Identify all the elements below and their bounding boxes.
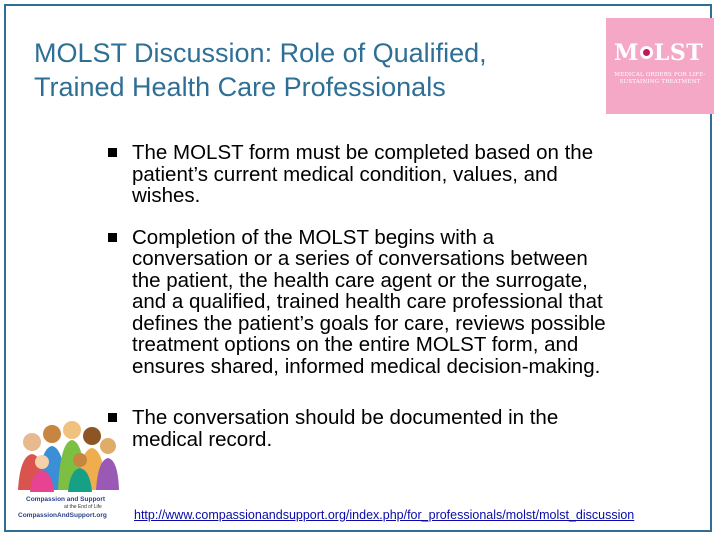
slide-title xyxy=(34,36,594,104)
bullet-text: Completion of the MOLST begins with a conversation or a series of conversations between the patient, the health care agent or the surrogate, and a qualified, trained health care professional that defines the patient’s goals for care, reviews possible treatment options on the entire MOLST form, and ensures shared, informed medical decision-making. xyxy=(132,225,606,378)
bullet-item xyxy=(106,142,606,207)
slide-title-line-2: Trained Health Care Professionals xyxy=(34,72,446,102)
bullet-text: The MOLST form must be completed based on the patient’s current medical condition, values, and wishes. xyxy=(132,141,594,207)
bullet-text: The conversation should be documented in the medical record. xyxy=(132,406,559,451)
bullet-item xyxy=(106,407,606,450)
molst-logo-subtitle: MEDICAL ORDERS FOR LIFE-SUSTAINING TREATMENT xyxy=(614,72,706,85)
bullet-list xyxy=(106,142,606,450)
star-in-circle-icon xyxy=(640,46,653,59)
partner-logo-line-1: Compassion and Support xyxy=(26,496,106,503)
partner-logo-line-2: at the End of Life xyxy=(64,504,102,510)
molst-logo-wordmark: M LST xyxy=(614,40,704,66)
discussion-link[interactable]: http://www.compassionandsupport.org/index.php/for_professionals/molst/molst_discussion xyxy=(134,508,635,522)
bullet-item xyxy=(106,227,606,378)
molst-logo xyxy=(606,18,714,114)
slide-title-line-1: MOLST Discussion: Role of Qualified, xyxy=(34,38,487,68)
partner-logo-line-3: CompassionAndSupport.org xyxy=(18,512,107,519)
square-bullet-icon xyxy=(108,233,117,242)
square-bullet-icon xyxy=(108,148,117,157)
